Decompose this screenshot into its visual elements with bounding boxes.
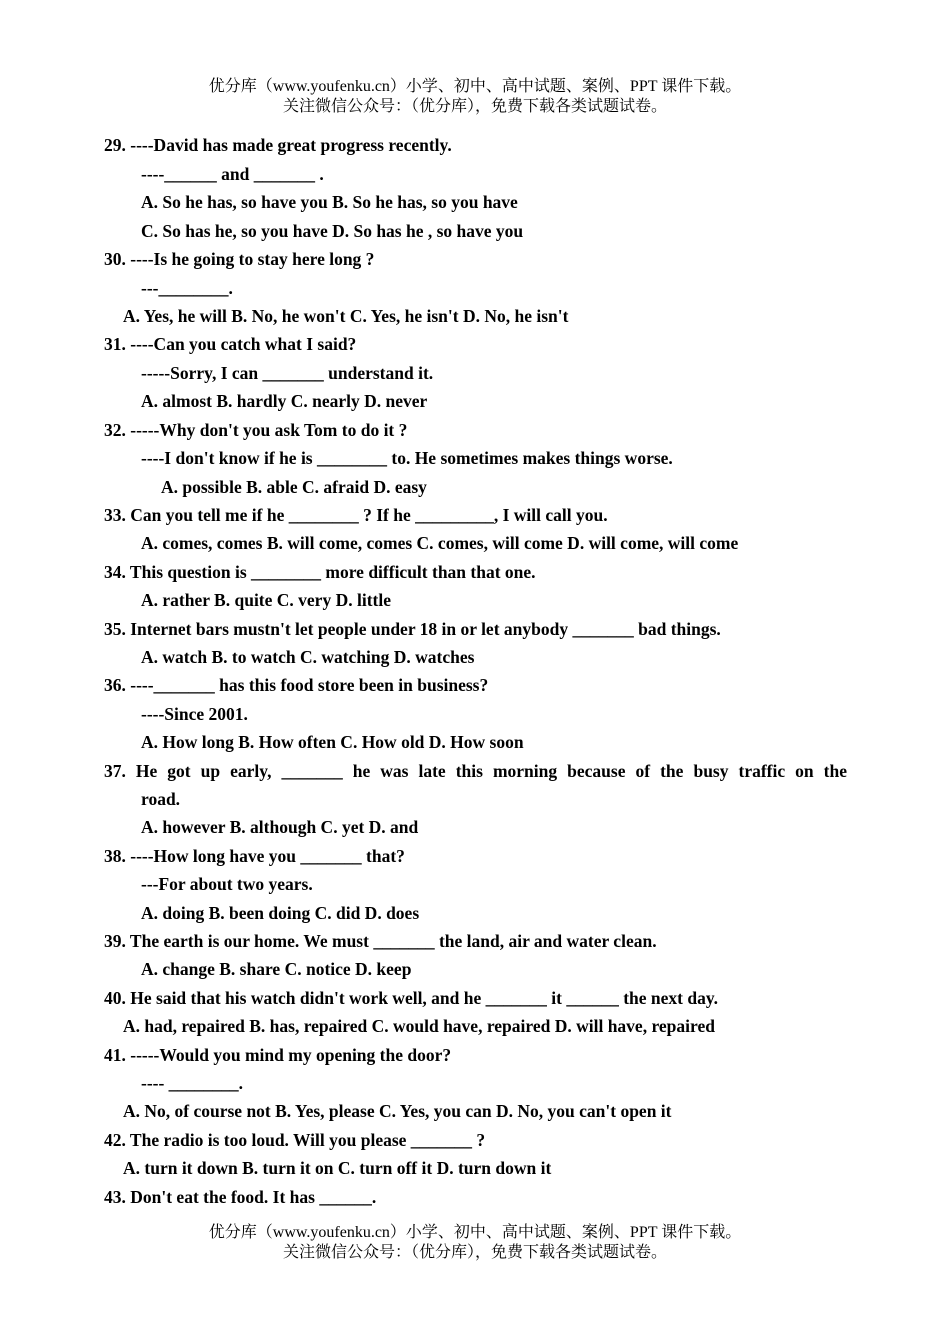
q36-stem: 36. ----_______ has this food store been in business? — [104, 675, 489, 695]
q39-options: A. change B. share C. notice D. keep — [141, 959, 412, 979]
q33-stem: 33. Can you tell me if he ________ ? If he _________, I will call you. — [104, 505, 608, 525]
q29-stem: 29. ----David has made great progress recently. — [104, 135, 452, 155]
q32-options: A. possible B. able C. afraid D. easy — [161, 477, 427, 497]
page-footer — [0, 1223, 950, 1263]
header-line-1: 优分库（www.youfenku.cn）小学、初中、高中试题、案例、PPT 课件下载。 — [208, 78, 742, 95]
q42-options: A. turn it down B. turn it on C. turn off it D. turn down it — [123, 1158, 552, 1178]
q34-stem: 34. This question is ________ more difficult than that one. — [104, 562, 536, 582]
q38-stem: 38. ----How long have you _______ that? — [104, 846, 405, 866]
q30-options: A. Yes, he will B. No, he won't C. Yes, he isn't D. No, he isn't — [123, 306, 569, 326]
q31-response: -----Sorry, I can _______ understand it. — [141, 363, 434, 383]
q32-stem: 32. -----Why don't you ask Tom to do it ? — [104, 420, 408, 440]
q29-options-cd: C. So has he, so you have D. So has he , so have you — [141, 221, 524, 241]
q32-response: ----I don't know if he is ________ to. He sometimes makes things worse. — [141, 448, 673, 468]
q40-options: A. had, repaired B. has, repaired C. would have, repaired D. will have, repaired — [123, 1016, 715, 1036]
q35-options: A. watch B. to watch C. watching D. watches — [141, 647, 475, 667]
q37-stem: 37. He got up early, _______ he was late this morning because of the busy traffic on the — [104, 761, 847, 781]
q36-response: ----Since 2001. — [141, 704, 248, 724]
q31-options: A. almost B. hardly C. nearly D. never — [141, 391, 428, 411]
q41-options: A. No, of course not B. Yes, please C. Yes, you can D. No, you can't open it — [123, 1101, 672, 1121]
q37-stem-continued: road. — [141, 789, 181, 809]
q36-options: A. How long B. How often C. How old D. How soon — [141, 732, 524, 752]
q33-options: A. comes, comes B. will come, comes C. comes, will come D. will come, will come — [141, 533, 739, 553]
q30-stem: 30. ----Is he going to stay here long ? — [104, 249, 375, 269]
q29-response: ----______ and _______ . — [141, 164, 324, 184]
q34-options: A. rather B. quite C. very D. little — [141, 590, 391, 610]
q35-stem: 35. Internet bars mustn't let people under 18 in or let anybody _______ bad things. — [104, 619, 721, 639]
q37-options: A. however B. although C. yet D. and — [141, 817, 419, 837]
q42-stem: 42. The radio is too loud. Will you please _______ ? — [104, 1130, 486, 1150]
q39-stem: 39. The earth is our home. We must _______ the land, air and water clean. — [104, 931, 657, 951]
page-header — [0, 77, 950, 117]
q30-response: ---________. — [141, 278, 233, 298]
q43-stem: 43. Don't eat the food. It has ______. — [104, 1187, 377, 1207]
q31-stem: 31. ----Can you catch what I said? — [104, 334, 357, 354]
header-line-2: 关注微信公众号：（优分库），免费下载各类试题试卷。 — [282, 98, 667, 115]
q38-options: A. doing B. been doing C. did D. does — [141, 903, 420, 923]
q38-response: ---For about two years. — [141, 874, 313, 894]
footer-line-2: 关注微信公众号：（优分库），免费下载各类试题试卷。 — [282, 1244, 667, 1261]
q40-stem: 40. He said that his watch didn't work well, and he _______ it ______ the next day. — [104, 988, 719, 1008]
q41-response: ---- ________. — [141, 1073, 244, 1093]
q29-options-ab: A. So he has, so have you B. So he has, so you have — [141, 192, 518, 212]
footer-line-1: 优分库（www.youfenku.cn）小学、初中、高中试题、案例、PPT 课件下载。 — [208, 1224, 742, 1241]
q41-stem: 41. -----Would you mind my opening the door? — [104, 1045, 452, 1065]
